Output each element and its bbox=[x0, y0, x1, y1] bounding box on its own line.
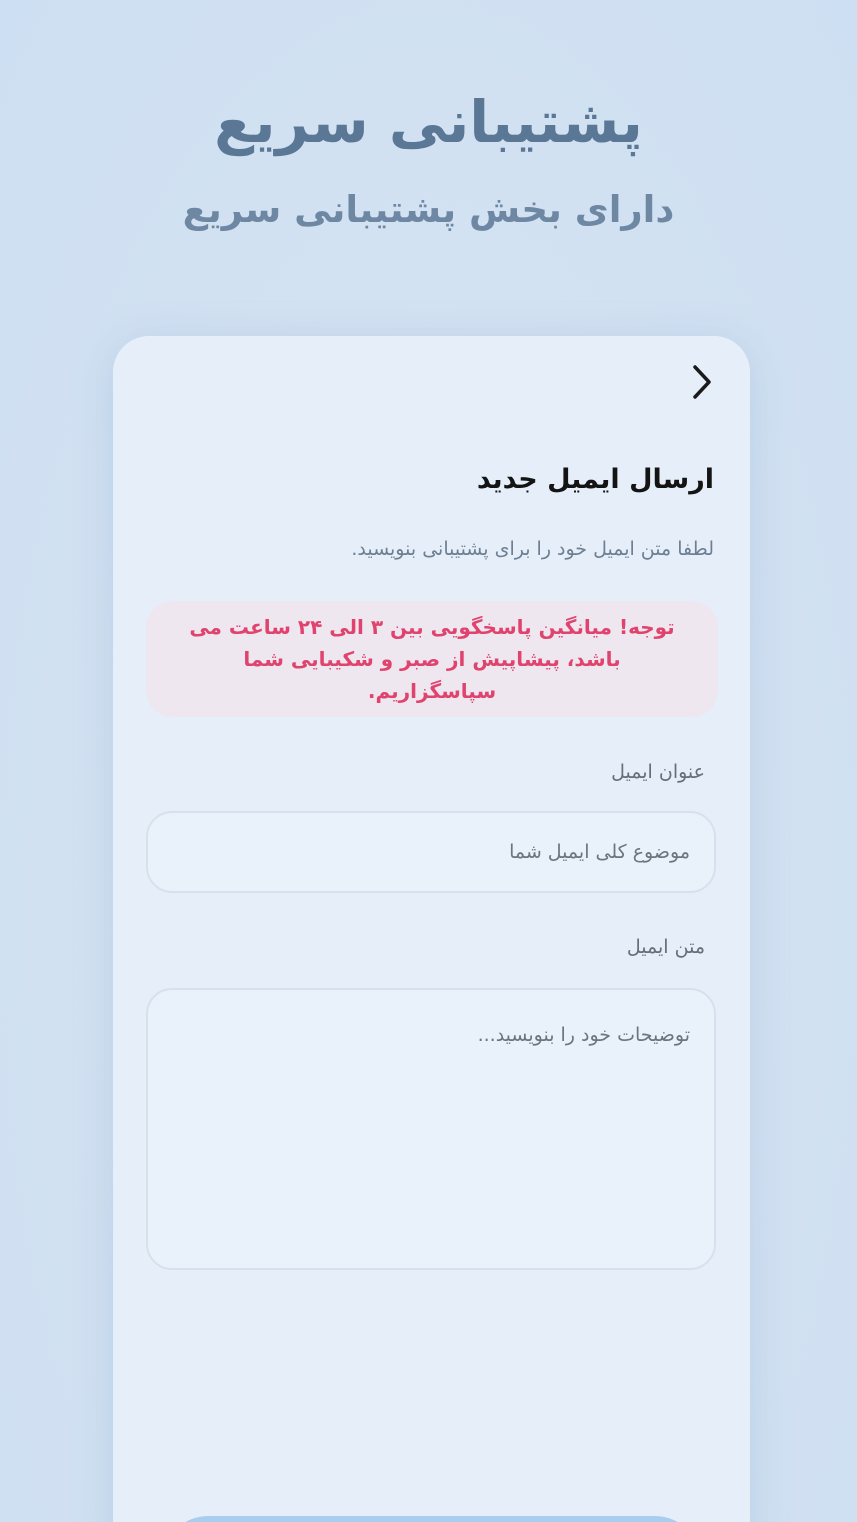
response-time-notice bbox=[146, 601, 718, 717]
subject-input[interactable] bbox=[148, 813, 714, 891]
back-button[interactable] bbox=[682, 362, 722, 402]
form-title: ارسال ایمیل جدید bbox=[476, 464, 714, 495]
subject-field bbox=[146, 811, 716, 893]
body-label: متن ایمیل bbox=[626, 936, 705, 958]
email-form-card bbox=[113, 336, 750, 1522]
form-description: لطفا متن ایمیل خود را برای پشتیبانی بنویسید. bbox=[351, 538, 714, 560]
promo-title: پشتیبانی سریع bbox=[214, 88, 643, 156]
body-textarea[interactable] bbox=[148, 990, 714, 1268]
notice-text: توجه! میانگین پاسخگویی بین ۳ الی ۲۴ ساعت می باشد، پیشاپیش از صبر و شکیبایی شما سپاسگزاریم. bbox=[189, 615, 675, 703]
subject-label: عنوان ایمیل bbox=[611, 761, 705, 783]
promo-subtitle: دارای بخش پشتیبانی سریع bbox=[182, 188, 675, 231]
chevron-right-icon bbox=[689, 362, 715, 402]
submit-button[interactable] bbox=[163, 1516, 700, 1522]
body-field bbox=[146, 988, 716, 1270]
